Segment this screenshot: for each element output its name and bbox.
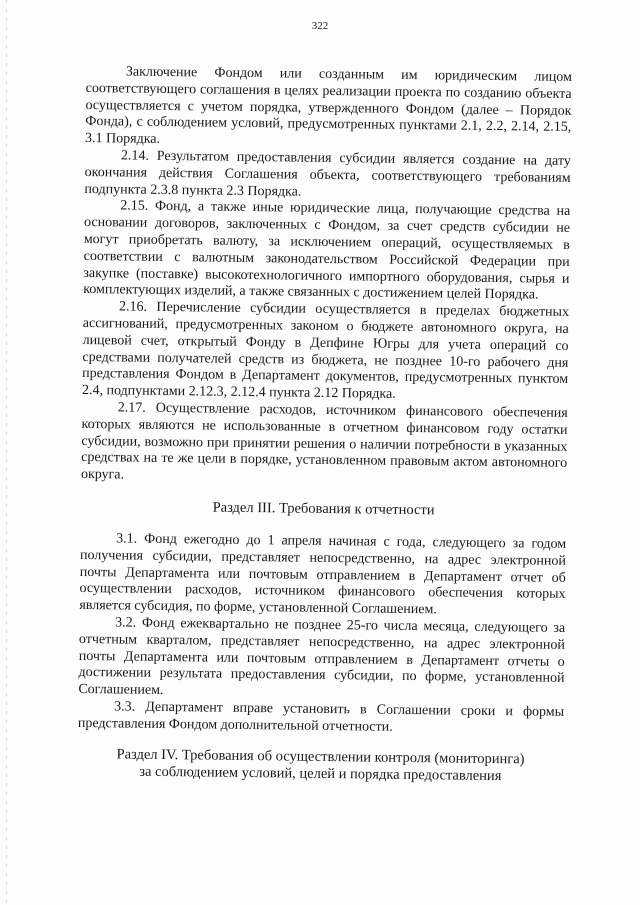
document-body <box>77 64 572 786</box>
paragraph-3-2: 3.2. Фонд ежеквартально не позднее 25-го числа месяца, следующего за отчетным кварталом, представляет непосредственно, на адрес электронной почты Департамента или почтовым отправлением в Департамент отчеты о достижении результата предоставления субсидии, по форме, установленной Соглашением. <box>78 615 566 699</box>
section-4-heading <box>77 746 563 786</box>
paragraph-3-3: 3.3. Департамент вправе установить в Соглашении сроки и формы представления Фондом дополнительной отчетности. <box>77 699 565 735</box>
scan-edge <box>6 0 7 905</box>
paragraph-2-17: 2.17. Осуществление расходов, источником финансового обеспечения которых являются не использованные в отчетном финансовом году остатки субсидии, возможно при принятии решения о наличии потребности в указанных средствах на те же цели в порядке, установленном правовым актом автономного округа. <box>80 400 568 483</box>
section-4-heading-line-2: за соблюдением условий, целей и порядка предоставления <box>139 764 502 785</box>
page-number: 322 <box>311 20 329 32</box>
paragraph-2-14: 2.14. Результатом предоставления субсидии является создание на дату окончания действия Соглашения объекта, соответствующего требованиям подпункта 2.3.8 пункта 2.3 Порядка. <box>84 148 571 200</box>
paragraph-fund-agreement: Заключение Фондом или созданным им юридическим лицом соответствующего соглашения в целях реализации проекта по созданию объекта осуществляется с учетом порядка, утвержденного Фондом (далее – Порядок Фонда), с соблюдением условий, предусмотренных пунктами 2.1, 2.2, 2.14, 2.15, 3.1 Порядка. <box>84 64 572 148</box>
section-3-heading: Раздел III. Требования к отчетности <box>212 499 435 519</box>
paragraph-3-1: 3.1. Фонд ежегодно до 1 апреля начиная с года, следующего за годом получения субсидии, представляет непосредственно, на адрес электронной почты Департамента или почтовым отправлением в Департамент отчет об осуществлении расходов, источником финансового обеспечения которых является субсидия, по форме, установленной Соглашением. <box>79 531 567 618</box>
section-4-heading-line-1: Раздел IV. Требования об осуществлении контроля (мониторинга) <box>116 746 525 768</box>
paragraph-2-15: 2.15. Фонд, а также иные юридические лица, получающие средства на основании договоров, заключенных с Фондом, за счет средств субсидии не могут приобретать валюту, за исключением операций, осуществляемых в соответствии с валютным законодательством Российской Федерации при закупке (поставке) высокотехнологичного импортного оборудования, сырья и комплектующих изделий, а также связанных с достижением целей Порядка. <box>83 198 571 303</box>
paragraph-2-16: 2.16. Перечисление субсидии осуществляется в пределах бюджетных ассигнований, предусмотренных законом о бюджете автономного округа, на лицевой счет, открытый Фонду в Депфине Югры для учета операций со средствами получателей средств из бюджета, не позднее 10-го рабочего дня представления Фондом в Департамент документов, предусмотренных пунктом 2.4, подпунктами 2.12.3, 2.12.4 пункта 2.12 Порядка. <box>81 299 570 402</box>
